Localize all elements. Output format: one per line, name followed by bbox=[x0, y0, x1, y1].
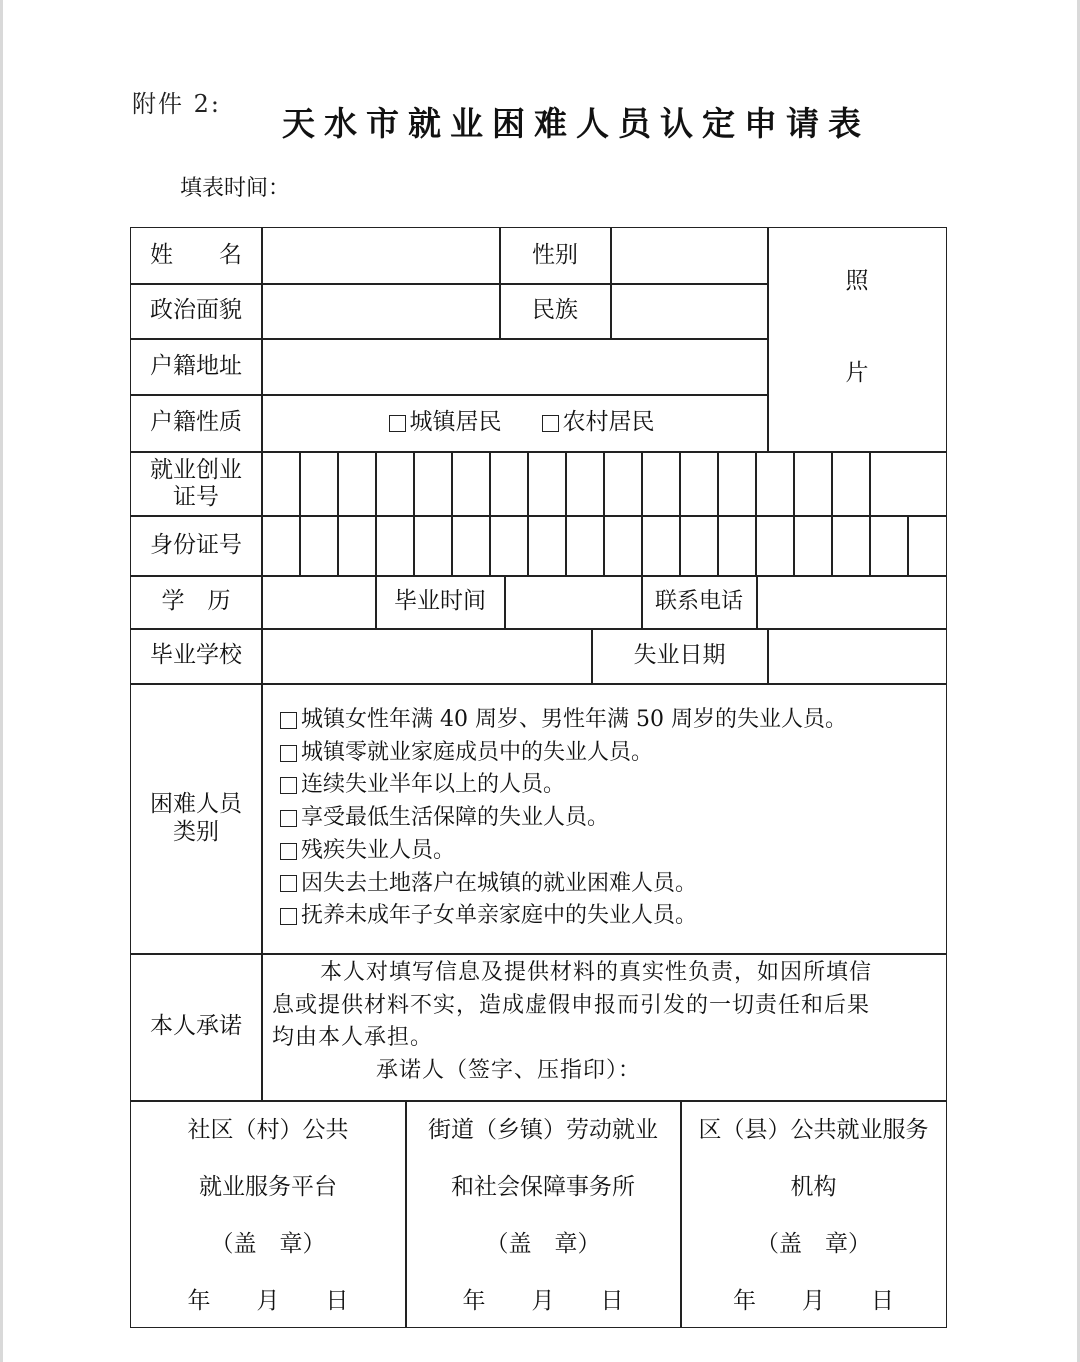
digit-cell-divider bbox=[603, 515, 605, 575]
page-title: 天水市就业困难人员认定申请表 bbox=[282, 104, 870, 143]
name-field[interactable] bbox=[262, 228, 499, 283]
category-option[interactable] bbox=[280, 868, 940, 901]
phone-label: 联系电话 bbox=[654, 588, 743, 614]
pledge-text bbox=[272, 957, 940, 1087]
category-option-label: 城镇女性年满 40 周岁、男性年满 50 周岁的失业人员。 bbox=[301, 707, 847, 732]
org-street-line2: 和社会保障事务所 bbox=[451, 1174, 635, 1200]
digit-cell-divider bbox=[337, 515, 339, 575]
digit-cell-divider bbox=[679, 515, 681, 575]
digit-cell-divider bbox=[527, 451, 529, 515]
name-label: 姓 名 bbox=[150, 241, 242, 268]
political-status-label: 政治面貌 bbox=[150, 297, 242, 324]
category-label-line1: 困难人员 bbox=[150, 790, 242, 817]
checkbox-icon[interactable] bbox=[280, 843, 297, 860]
checkbox-icon[interactable] bbox=[280, 777, 297, 794]
household-address-label: 户籍地址 bbox=[150, 352, 242, 379]
category-option-label: 享受最低生活保障的失业人员。 bbox=[301, 805, 610, 831]
org-street bbox=[406, 1102, 680, 1330]
gender-field[interactable] bbox=[611, 228, 767, 283]
digit-cell-divider bbox=[413, 451, 415, 515]
education-field[interactable] bbox=[262, 576, 375, 628]
household-address-field[interactable] bbox=[262, 339, 767, 394]
digit-cell-divider bbox=[603, 451, 605, 515]
checkbox-icon[interactable] bbox=[280, 712, 297, 729]
digit-cell-divider bbox=[489, 515, 491, 575]
id-number-label: 身份证号 bbox=[150, 531, 242, 558]
org-community bbox=[131, 1102, 405, 1330]
urban-resident-option[interactable] bbox=[389, 409, 502, 437]
pledge-line-1: 本人对填写信息及提供材料的真实性负责，如因所填信 bbox=[320, 960, 873, 985]
unemployment-date-field[interactable] bbox=[768, 629, 946, 683]
org-district-seal: （盖 章） bbox=[756, 1231, 871, 1257]
category-option-label: 抚养未成年子女单亲家庭中的失业人员。 bbox=[301, 903, 698, 929]
org-street-seal: （盖 章） bbox=[485, 1231, 601, 1257]
employment-cert-label-line1: 就业创业 bbox=[150, 457, 242, 484]
digit-cell-divider bbox=[375, 451, 377, 515]
org-district-date: 年 月 日 bbox=[733, 1288, 894, 1314]
category-option-label: 城镇零就业家庭成员中的失业人员。 bbox=[301, 739, 654, 765]
digit-cell-divider bbox=[565, 515, 567, 575]
org-district-line1: 区（县）公共就业服务 bbox=[698, 1117, 929, 1143]
category-options bbox=[280, 704, 940, 933]
digit-cell-divider bbox=[337, 451, 339, 515]
digit-cell-divider bbox=[565, 451, 567, 515]
graduation-time-field[interactable] bbox=[505, 576, 641, 628]
category-option[interactable] bbox=[280, 737, 940, 770]
graduation-time-label: 毕业时间 bbox=[394, 588, 486, 615]
pledge-line-3: 均由本人承担。 bbox=[272, 1025, 434, 1051]
rural-resident-label: 农村居民 bbox=[562, 409, 655, 436]
digit-cell-divider bbox=[451, 451, 453, 515]
category-option-label: 残疾失业人员。 bbox=[301, 837, 456, 863]
school-field[interactable] bbox=[262, 629, 591, 683]
employment-cert-label-line2: 证号 bbox=[173, 483, 219, 510]
employment-cert-label bbox=[131, 452, 261, 515]
checkbox-icon[interactable] bbox=[280, 810, 297, 827]
checkbox-icon[interactable] bbox=[280, 875, 297, 892]
school-label: 毕业学校 bbox=[150, 642, 242, 669]
category-option[interactable] bbox=[280, 769, 940, 802]
photo-label-2: 片 bbox=[845, 359, 869, 386]
digit-cell-divider bbox=[717, 515, 719, 575]
checkbox-icon[interactable] bbox=[542, 415, 559, 432]
digit-cell-divider bbox=[793, 515, 795, 575]
org-community-line2: 就业服务平台 bbox=[199, 1174, 337, 1200]
category-option[interactable] bbox=[280, 704, 940, 737]
digit-cell-divider bbox=[793, 451, 795, 515]
org-street-line1: 街道（乡镇）劳动就业 bbox=[428, 1117, 658, 1143]
household-type-options bbox=[262, 395, 767, 451]
digit-cell-divider bbox=[869, 515, 871, 575]
org-community-date: 年 月 日 bbox=[187, 1288, 349, 1314]
pledge-label: 本人承诺 bbox=[150, 1013, 242, 1040]
digit-cell-divider bbox=[489, 451, 491, 515]
political-status-field[interactable] bbox=[262, 284, 499, 338]
attachment-label: 附件 2: bbox=[132, 90, 221, 118]
digit-cell-divider bbox=[717, 451, 719, 515]
household-type-label: 户籍性质 bbox=[150, 409, 242, 436]
urban-resident-label: 城镇居民 bbox=[409, 409, 502, 436]
checkbox-icon[interactable] bbox=[389, 415, 406, 432]
ethnicity-field[interactable] bbox=[611, 284, 767, 338]
page-edge-left bbox=[0, 0, 3, 1362]
digit-cell-divider bbox=[451, 515, 453, 575]
digit-cell-divider bbox=[831, 451, 833, 515]
org-community-seal: （盖 章） bbox=[210, 1231, 326, 1257]
gender-label: 性别 bbox=[532, 241, 578, 268]
category-option-label: 连续失业半年以上的人员。 bbox=[301, 772, 566, 798]
category-label bbox=[131, 684, 261, 953]
digit-cell-divider bbox=[375, 515, 377, 575]
digit-cell-divider bbox=[527, 515, 529, 575]
org-district-line2: 机构 bbox=[790, 1174, 837, 1200]
digit-cell-divider bbox=[755, 451, 757, 515]
category-option[interactable] bbox=[280, 802, 940, 835]
pledge-line-2: 息或提供材料不实，造成虚假申报而引发的一切责任和后果 bbox=[272, 992, 871, 1018]
checkbox-icon[interactable] bbox=[280, 745, 297, 762]
digit-cell-divider bbox=[869, 451, 871, 515]
digit-cell-divider bbox=[679, 451, 681, 515]
category-option[interactable] bbox=[280, 835, 940, 868]
pledge-signature: 承诺人（签字、压指印）： bbox=[376, 1057, 642, 1083]
education-label: 学 历 bbox=[161, 588, 231, 615]
digit-cell-divider bbox=[641, 515, 643, 575]
photo-label-1: 照 bbox=[845, 267, 869, 294]
digit-cell-divider bbox=[299, 451, 301, 515]
photo-area[interactable] bbox=[768, 228, 946, 451]
digit-cell-divider bbox=[755, 515, 757, 575]
digit-cell-divider bbox=[831, 515, 833, 575]
ethnicity-label: 民族 bbox=[532, 297, 578, 324]
rural-resident-option[interactable] bbox=[542, 409, 655, 437]
digit-cell-divider bbox=[413, 515, 415, 575]
digit-cell-divider bbox=[907, 515, 909, 575]
org-street-date: 年 月 日 bbox=[462, 1288, 624, 1314]
digit-cell-divider bbox=[641, 451, 643, 515]
digit-cell-divider bbox=[299, 515, 301, 575]
phone-field[interactable] bbox=[757, 576, 946, 628]
checkbox-icon[interactable] bbox=[280, 908, 297, 925]
fill-time-label: 填表时间： bbox=[180, 176, 291, 201]
category-option-label: 因失去土地落户在城镇的就业困难人员。 bbox=[301, 870, 698, 896]
category-label-line2: 类别 bbox=[173, 818, 219, 845]
org-community-line1: 社区（村）公共 bbox=[187, 1117, 349, 1143]
category-option[interactable] bbox=[280, 900, 940, 933]
unemployment-date-label: 失业日期 bbox=[633, 642, 726, 669]
org-district bbox=[681, 1102, 946, 1330]
